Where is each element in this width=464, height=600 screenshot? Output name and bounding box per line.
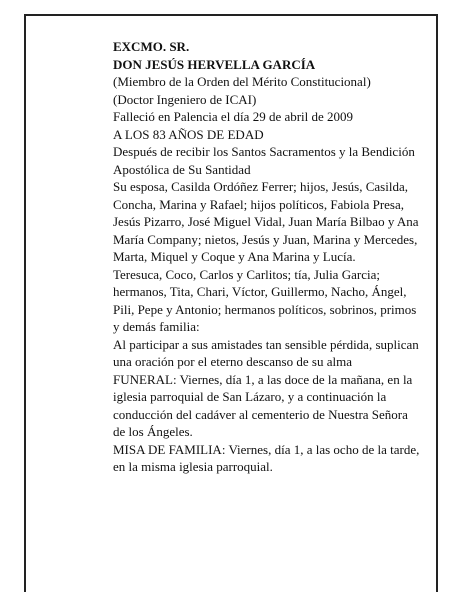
request-paragraph: Al participar a sus amistades tan sensible pérdida, suplican una oración por el eterno descanso de su alma: [113, 336, 419, 369]
obituary-notice: [113, 38, 423, 476]
family-paragraph-1: Su esposa, Casilda Ordóñez Ferrer; hijos, Jesús, Casilda, Concha, Marina y Rafael; hijos políticos, Fabiola Presa, Jesús Pizarro, José Miguel Vidal, Juan María Bilbao y Ana María Company; nietos, Jesús y Juan, Marina y Mercedes, Marta, Miquel y Coque y Ana Marina y Lucía.: [113, 179, 419, 264]
family-mass-paragraph: MISA DE FAMILIA: Viernes, día 1, a las ocho de la tarde, en la misma iglesia parroquial.: [113, 441, 420, 474]
age-line: A LOS 83 AÑOS DE EDAD: [113, 126, 264, 142]
sacraments-paragraph: Después de recibir los Santos Sacramentos y la Bendición Apostólica de Su Santidad: [113, 144, 415, 177]
death-notice-line: Falleció en Palencia el día 29 de abril de 2009: [113, 109, 354, 124]
deceased-name: DON JESÚS HERVELLA GARCÍA: [113, 56, 316, 72]
honorific-title: EXCMO. SR.: [113, 39, 190, 54]
family-paragraph-2: Teresuca, Coco, Carlos y Carlitos; tía, Julia Garcia; hermanos, Tita, Chari, Víctor, Guillermo, Nacho, Ángel, Pili, Pepe y Antonio; hermanos políticos, sobrinos, primos y demás familia:: [113, 266, 417, 334]
degree-line: (Doctor Ingeniero de ICAI): [113, 91, 257, 107]
honor-line: (Miembro de la Orden del Mérito Constitucional): [113, 74, 371, 89]
funeral-paragraph: FUNERAL: Viernes, día 1, a las doce de la mañana, en la iglesia parroquial de San Lázaro, y a continuación la conducción del cadáver al cementerio de Nuestra Señora de los Ángeles.: [113, 371, 413, 439]
